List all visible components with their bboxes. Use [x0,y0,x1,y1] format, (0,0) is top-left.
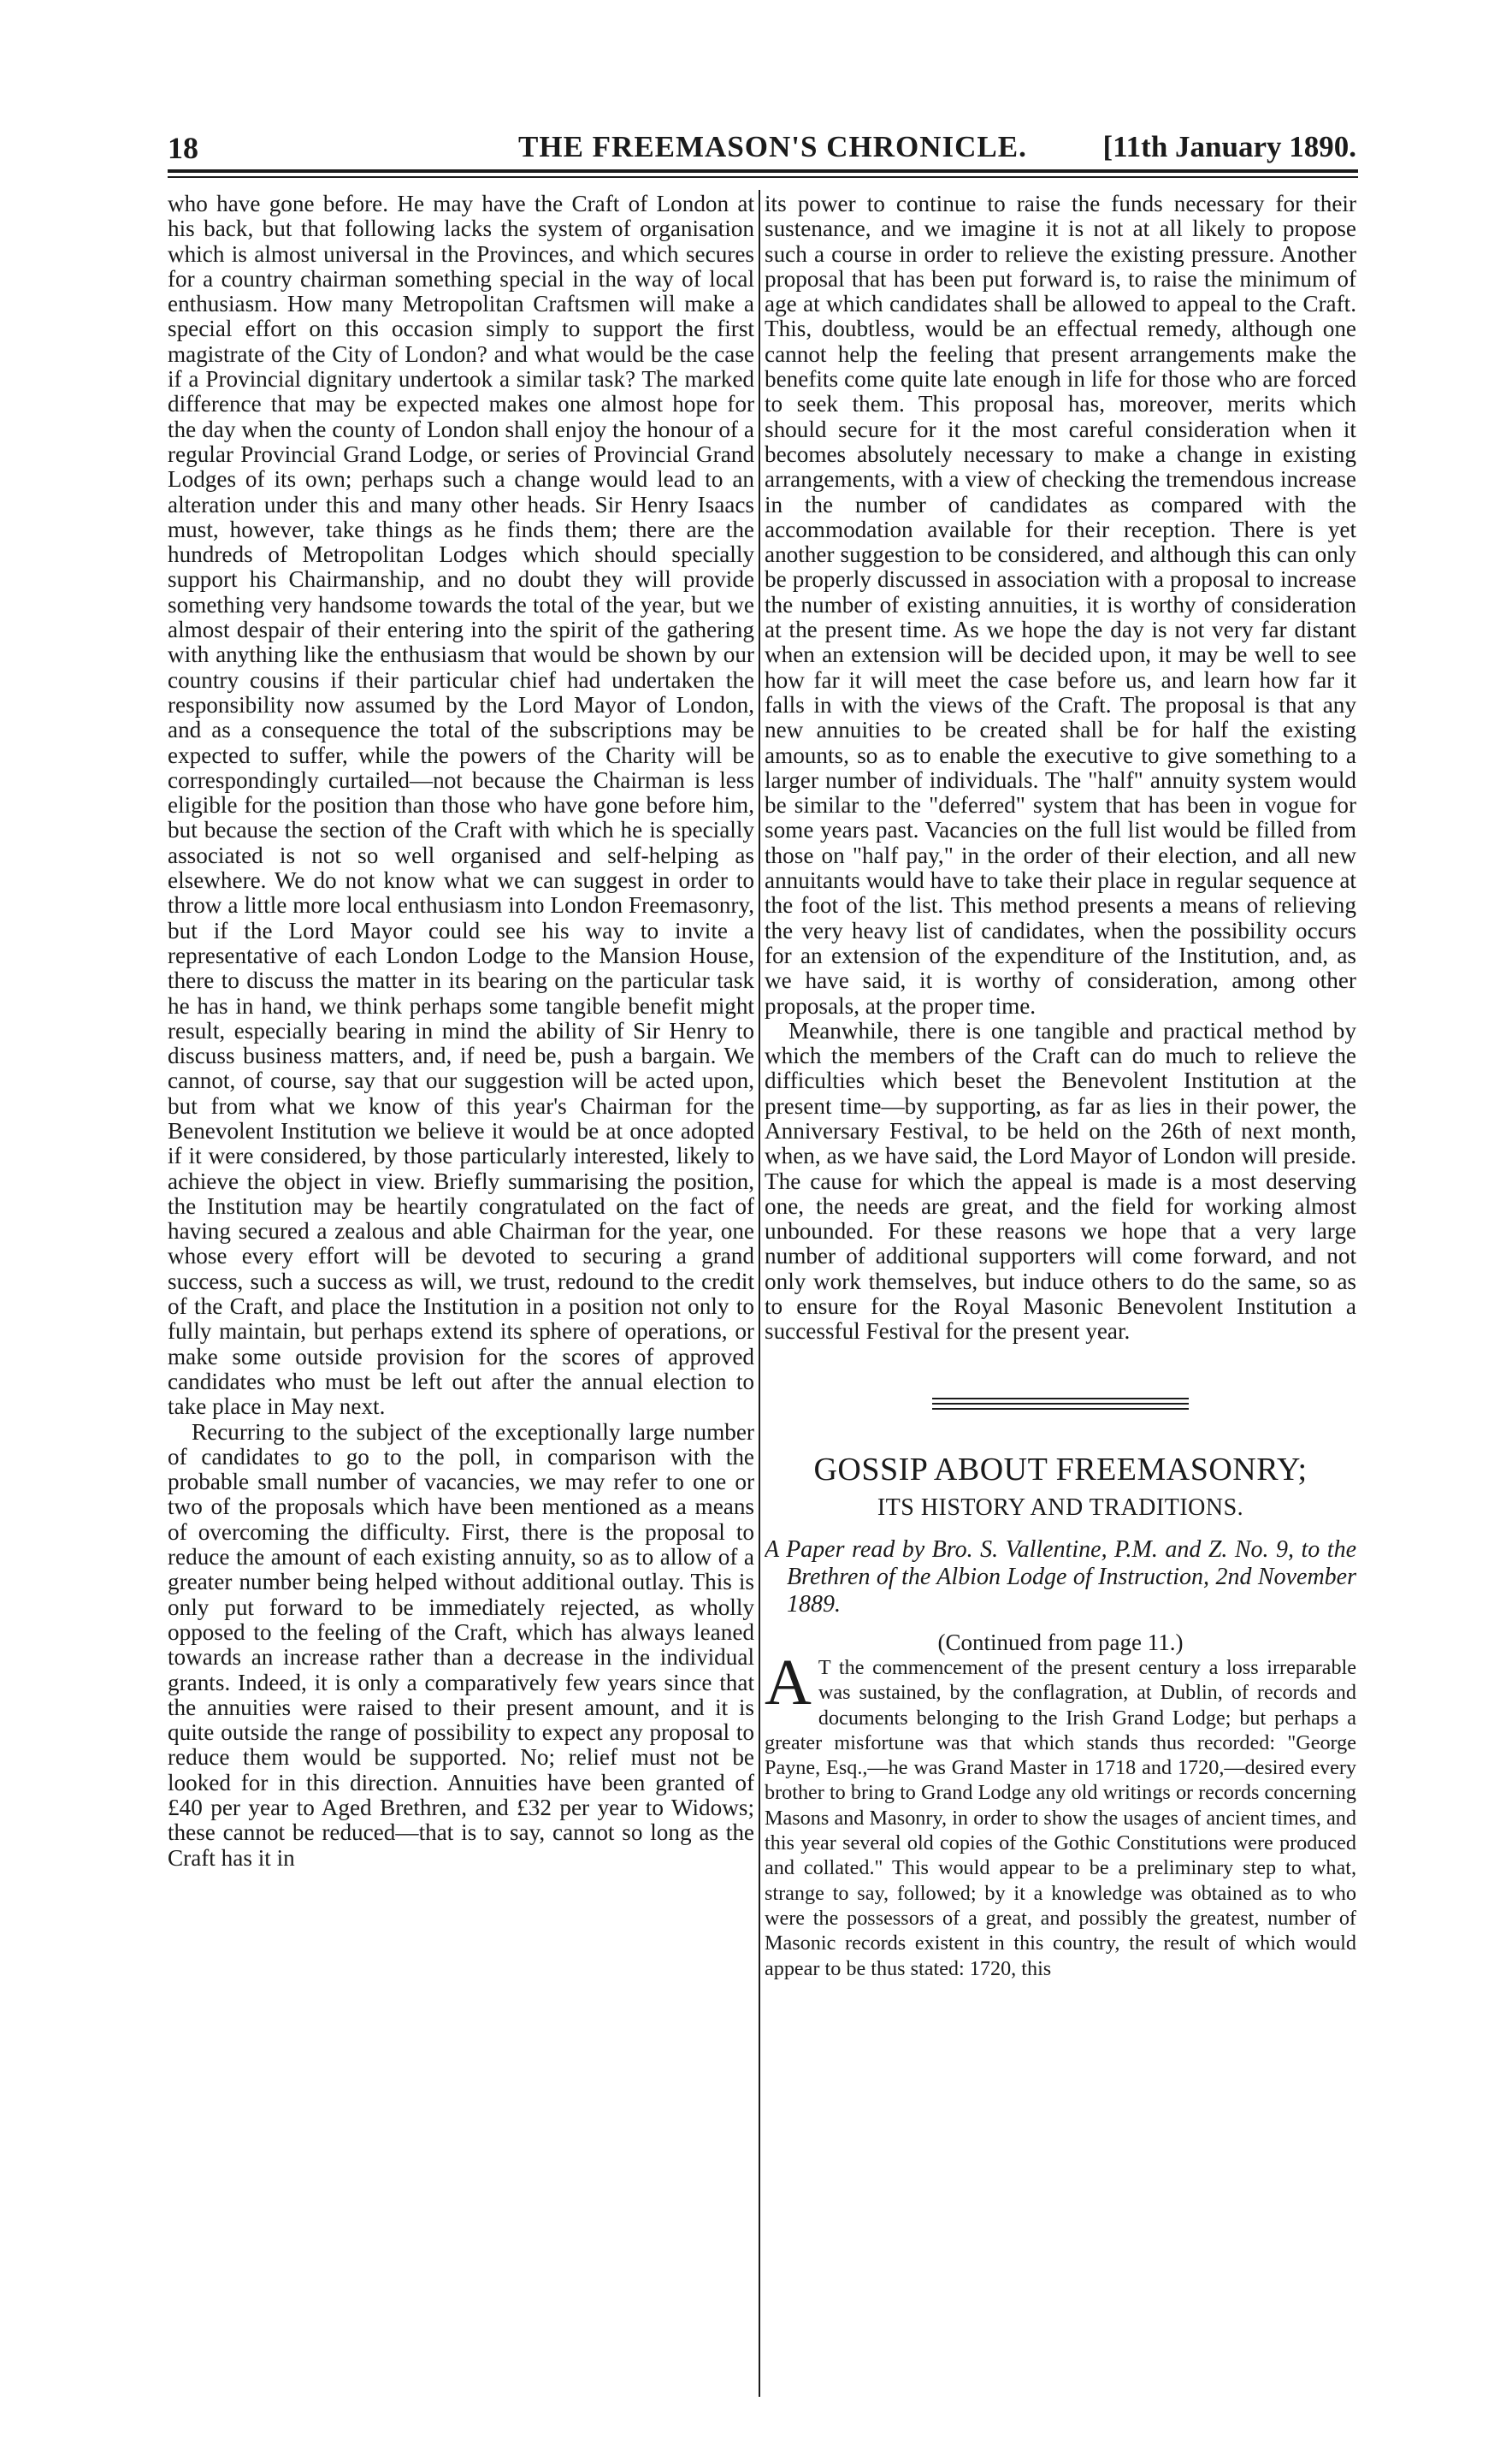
right-column [765,192,1356,2399]
header-rule-thin [168,176,1358,178]
article-body [765,1646,1356,1981]
drop-cap: A [765,1646,812,1718]
page-number: 18 [168,131,198,165]
paragraph: who have gone before. He may have the Craft of London at his back, but that following lacks the system of organisation which is almost universal in the Provinces, and which secures for a country chairman something special in the way of local enthusiasm. How many Metropolitan Craftsmen will make a special effort on this occasion simply to support the first magistrate of the City of London? and what would be the case if a Provincial dignitary undertook a similar task? The marked difference that may be expected makes one almost hope for the day when the county of London shall enjoy the honour of a regular Provincial Grand Lodge, or series of Provincial Grand Lodges of its own; perhaps such a change would lead to an alteration under this and many other heads. Sir Henry Isaacs must, however, take things as he finds them; there are the hundreds of Metropolitan Lodges which should specially support his Chairmanship, and no doubt they will provide something very handsome towards the total of the year, but we almost despair of their entering into the spirit of the gathering with anything like the enthusiasm that would be shown by our country cousins if their particular chief had undertaken the responsibility now assumed by the Lord Mayor of London, and as a consequence the total of the subscriptions may be expected to suffer, while the powers of the Charity will be correspondingly curtailed—not because the Chairman is less eligible for the position than those who have gone before him, but because the section of the Craft with which he is specially associated is not so well organised and self-helping as elsewhere. We do not know what we can suggest in order to throw a little more local enthusiasm into London Freemasonry, but if the Lord Mayor could see his way to invite a representative of each London Lodge to the Mansion House, there to discuss the matter in its bearing on the particular task he has in hand, we think perhaps some tangible benefit might result, especially bearing in mind the ability of Sir Henry to discuss business matters, and, if need be, push a bargain. We cannot, of course, say that our suggestion will be acted upon, but from what we know of this year's Chairman for the Benevolent Institution we believe it would be at once adopted if it were considered, by those particularly interested, likely to achieve the object in view. Briefly summarising the position, the Institution may be heartily congratulated on the fact of having secured a zealous and able Chairman for the year, one whose every effort will be devoted to securing a grand success, such a success as will, we trust, redound to the credit of the Craft, and place the Institution in a position not only to fully maintain, but perhaps extend its sphere of operations, or make some outside provision for the scores of approved candidates who must be left out after the annual election to take place in May next. [168,192,754,1420]
paragraph: Recurring to the subject of the exceptionally large number of candidates to go to the poll, in comparison with the probable small number of vacancies, we may refer to one or two of the proposals which have been mentioned as a means of overcoming the difficulty. First, there is the proposal to reduce the amount of each existing annuity, so as to allow of a greater number being helped without additional outlay. This is only put forward to be immediately rejected, as wholly opposed to the feeling of the Craft, which has always leaned towards an increase rather than a decrease in the individual grants. Indeed, it is only a comparatively few years since that the annuities were raised to their present amount, and it is quite outside the range of possibility to expect any proposal to reduce them would be supported. No; relief must not be looked for in this direction. Annuities have been granted of £40 per year to Aged Brethren, and £32 per year to Widows; these cannot be reduced—that is to say, cannot so long as the Craft has it in [168,1418,754,1871]
issue-date: [11th January 1890. [1102,130,1356,163]
article-title: GOSSIP ABOUT FREEMASONRY; [813,1451,1308,1488]
article-subtitle: ITS HISTORY AND TRADITIONS. [877,1494,1244,1521]
section-separator [932,1398,1189,1410]
page-header [168,128,1356,168]
article-body-text: T the commencement of the present century a loss irreparable was sustained, by the conflagration, at Dublin, of records and documents belonging to the Irish Grand Lodge; but perhaps a greater misfortune was that which stands thus recorded: "George Payne, Esq.,—he was Grand Master in 1718 and 1720,—desired every brother to bring to Grand Lodge any old writings or records concerning Masons and Masonry, in order to show the usages of ancient times, and this year several old copies of the Gothic Constitutions were produced and collated." This would appear to be a preliminary step to what, strange to say, followed; by it a knowledge was obtained as to who were the possessors of a great, and possibly the greatest, number of Masonic records existent in this country, the result of which would appear to be thus stated: 1720, this [765,1655,1356,1980]
column-divider [759,190,760,2397]
left-column [168,192,754,2399]
paragraph: Meanwhile, there is one tangible and practical method by which the members of the Craft can do much to relieve the difficulties which beset the Benevolent Institution at the present time—by supporting, as far as lies in their power, the Anniversary Festival, to be held on the 26th of next month, when, as we have said, the Lord Mayor of London will preside. The cause for which the appeal is made is a most deserving one, the needs are great, and the field for working almost unbounded. For these reasons we hope that a very large number of additional supporters will come forward, and not only work themselves, but induce others to do the same, so as to ensure for the Royal Masonic Benevolent Institution a successful Festival for the present year. [765,1017,1356,1345]
paragraph: its power to continue to raise the funds necessary for their sustenance, and we imagine it is not at all likely to propose such a course in order to relieve the existing pressure. Another proposal that has been put forward is, to raise the minimum of age at which candidates shall be allowed to appeal to the Craft. This, doubtless, would be an effectual remedy, although one cannot help the feeling that present arrangements make the benefits come quite late enough in life for those who are forced to seek them. This proposal has, moreover, merits which should secure for it the most careful consideration when it becomes absolutely necessary to make a change in existing arrangements, with a view of checking the tremendous increase in the number of candidates as compared with the accommodation available for their reception. There is yet another suggestion to be considered, and although this can only be properly discussed in association with a proposal to increase the number of existing annuities, it is worthy of consideration at the present time. As we hope the day is not very far distant when an extension will be decided upon, it may be well to see how far it will meet the case before us, and learn how far it falls in with the views of the Craft. The proposal is that any new annuities to be created shall be for half the existing amounts, so as to enable the executive to give something to a larger number of individuals. The "half" annuity system would be similar to the "deferred" system that has been in vogue for some years past. Vacancies on the full list would be filled from those on "half pay," in the order of their election, and all new annuitants would have to take their place in regular sequence at the foot of the list. This method presents a means of relieving the very heavy list of candidates, when the possibility occurs for an extension of the expenditure of the Institution, and, as we have said, it is worthy of consideration, among other proposals, at the proper time. [765,192,1356,1019]
publication-title: THE FREEMASON'S CHRONICLE. [518,130,1027,163]
header-rule-thick [168,169,1358,173]
article-byline: A Paper read by Bro. S. Vallentine, P.M. and Z. No. 9, to the Brethren of the Albion Lodge of Instruction, 2nd November 1889. [765,1535,1356,1618]
continued-note: (Continued from page 11.) [937,1629,1184,1655]
